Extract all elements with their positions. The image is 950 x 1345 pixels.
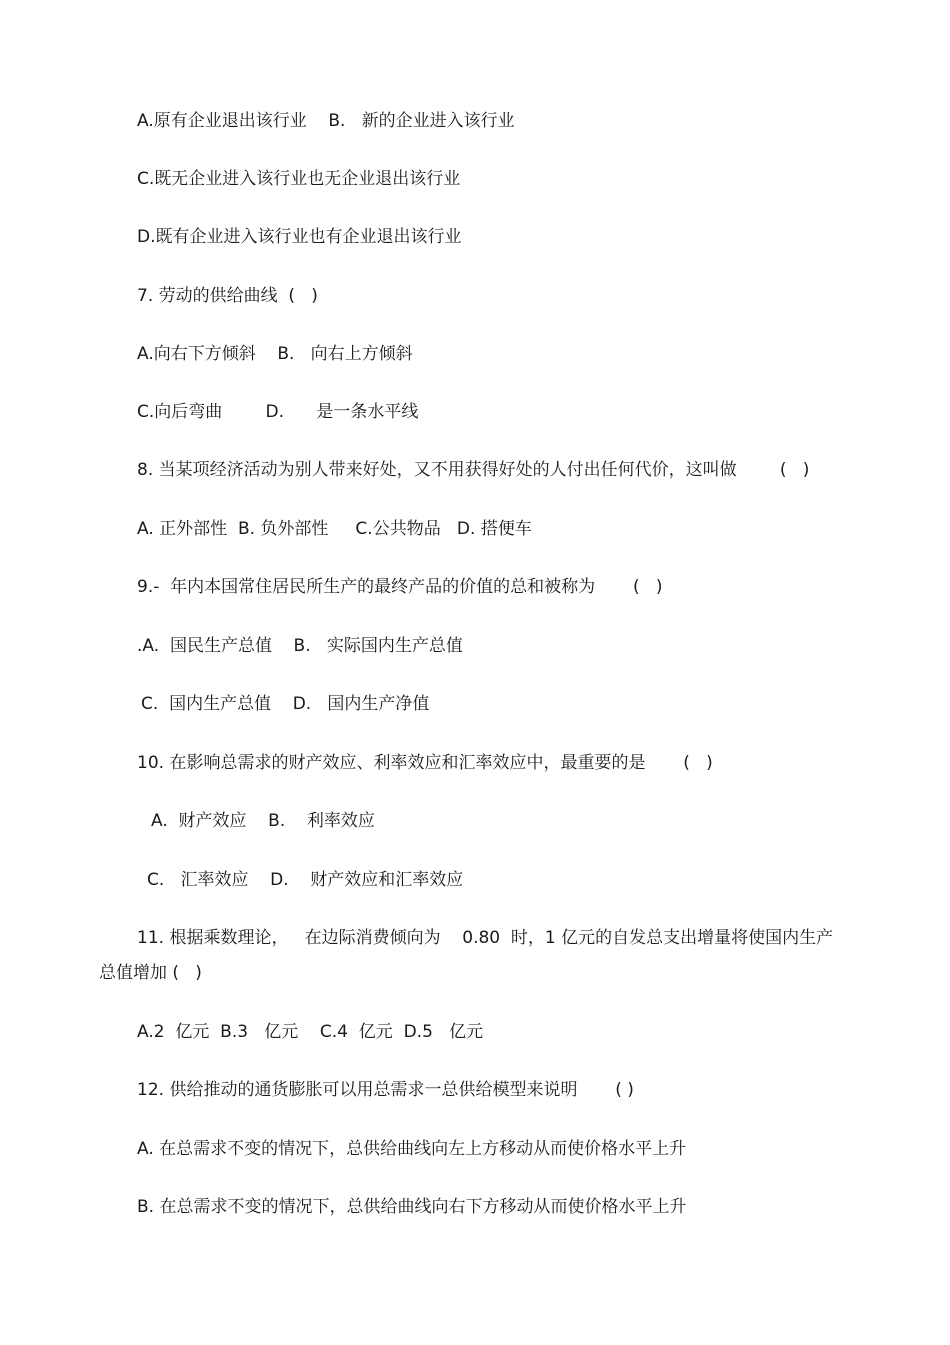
q11-question-line2: 总值增加 ( ) — [99, 963, 202, 983]
q8-options: A. 正外部性 B. 负外部性 C.公共物品 D. 搭便车 — [137, 519, 532, 539]
q6-option-c: C.既无企业进入该行业也无企业退出该行业 — [137, 169, 461, 189]
q11-question-line1: 11. 根据乘数理论， 在边际消费倾向为 0.80 时，1 亿元的自发总支出增量将使国内生产 — [137, 928, 834, 948]
q9-options-cd: C. 国内生产总值 D. 国内生产净值 — [141, 694, 430, 714]
q10-options-ab: A. 财产效应 B. 利率效应 — [151, 811, 375, 831]
q7-options-cd: C.向后弯曲 D. 是一条水平线 — [137, 402, 419, 422]
q7-question: 7. 劳动的供给曲线 ( ) — [137, 286, 318, 306]
q10-question: 10. 在影响总需求的财产效应、利率效应和汇率效应中，最重要的是 ( ) — [137, 753, 713, 773]
q12-option-a: A. 在总需求不变的情况下，总供给曲线向左上方移动从而使价格水平上升 — [137, 1139, 687, 1159]
q10-options-cd: C. 汇率效应 D. 财产效应和汇率效应 — [147, 870, 464, 890]
q6-options-ab: A.原有企业退出该行业 B. 新的企业进入该行业 — [137, 111, 515, 131]
q11-options: A.2 亿元 B.3 亿元 C.4 亿元 D.5 亿元 — [137, 1022, 484, 1042]
q9-options-ab: .A. 国民生产总值 B. 实际国内生产总值 — [137, 636, 463, 656]
q12-option-b: B. 在总需求不变的情况下，总供给曲线向右下方移动从而使价格水平上升 — [137, 1197, 687, 1217]
q7-options-ab: A.向右下方倾斜 B. 向右上方倾斜 — [137, 344, 413, 364]
q6-option-d: D.既有企业进入该行业也有企业退出该行业 — [137, 227, 462, 247]
q12-question: 12. 供给推动的通货膨胀可以用总需求一总供给模型来说明 ( ) — [137, 1080, 634, 1100]
q9-question: 9.- 年内本国常住居民所生产的最终产品的价值的总和被称为 ( ) — [137, 577, 663, 597]
q8-question: 8. 当某项经济活动为别人带来好处，又不用获得好处的人付出任何代价，这叫做 ( ) — [137, 460, 810, 480]
